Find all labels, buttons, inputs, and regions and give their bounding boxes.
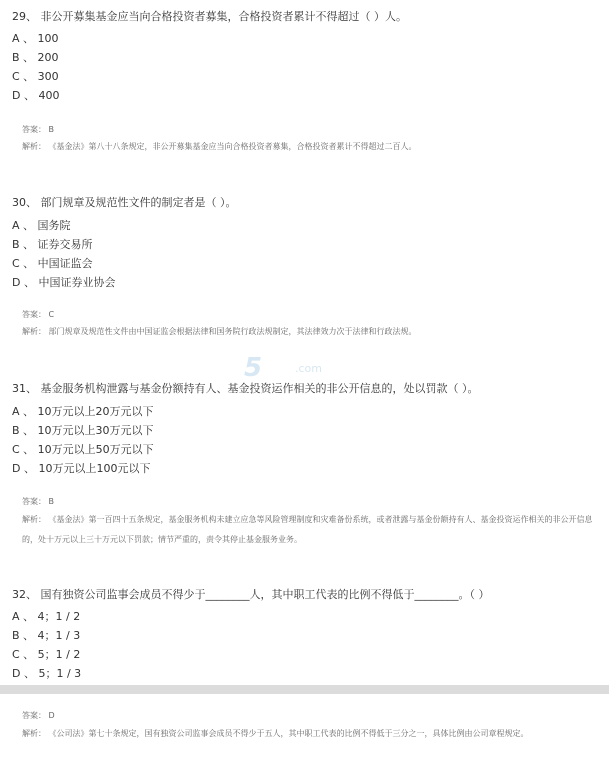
option-c[interactable]: C 、 5；1 / 2: [12, 648, 81, 661]
section-divider: [0, 685, 609, 694]
option-b[interactable]: B 、 10万元以上30万元以下: [12, 424, 154, 437]
explanation-text: 解析： 《基金法》第八十八条规定，非公开募集基金应当向合格投资者募集，合格投资者累计不得超过二百人。: [22, 142, 417, 151]
option-d[interactable]: D 、 中国证券业协会: [12, 276, 116, 289]
option-d[interactable]: D 、 400: [12, 89, 60, 102]
watermark-logo-domain: .com: [295, 362, 322, 375]
answer-text: 答案： B: [22, 125, 55, 134]
option-c[interactable]: C 、 300: [12, 70, 59, 83]
option-d[interactable]: D 、 10万元以上100元以下: [12, 462, 151, 475]
option-a[interactable]: A 、 4；1 / 2: [12, 610, 81, 623]
option-c[interactable]: C 、 10万元以上50万元以下: [12, 443, 154, 456]
explanation-text: 解析： 《基金法》第一百四十五条规定，基金服务机构未建立应急等风险管理制度和灾难备份系统，或者泄露与基金份额持有人、基金投资运作相关的非公开信息的，处十万元以上三十万元以下罚款；情节严重的，责令其停止基金服务业务。: [22, 515, 593, 544]
answer-text: 答案： C: [22, 310, 55, 319]
question-title: 30、 部门规章及规范性文件的制定者是（ ）。: [12, 196, 237, 209]
option-b[interactable]: B 、 证券交易所: [12, 238, 93, 251]
option-a[interactable]: A 、 国务院: [12, 219, 71, 232]
option-d[interactable]: D 、 5；1 / 3: [12, 667, 82, 680]
explanation-text: 解析： 《公司法》第七十条规定，国有独资公司监事会成员不得少于五人，其中职工代表的比例不得低于三分之一，具体比例由公司章程规定。: [22, 729, 529, 738]
option-c[interactable]: C 、 中国证监会: [12, 257, 93, 270]
answer-text: 答案： D: [22, 711, 55, 720]
question-title: 29、 非公开募集基金应当向合格投资者募集，合格投资者累计不得超过（ ）人。: [12, 10, 407, 23]
option-a[interactable]: A 、 10万元以上20万元以下: [12, 405, 154, 418]
option-a[interactable]: A 、 100: [12, 32, 59, 45]
option-b[interactable]: B 、 200: [12, 51, 59, 64]
answer-text: 答案： B: [22, 497, 55, 506]
question-title: 31、 基金服务机构泄露与基金份额持有人、基金投资运作相关的非公开信息的，处以罚款（ ）。: [12, 382, 479, 395]
watermark-logo: 5: [244, 353, 264, 383]
question-title: 32、 国有独资公司监事会成员不得少于________人，其中职工代表的比例不得低于________。（ ）: [12, 588, 490, 601]
explanation-text: 解析： 部门规章及规范性文件由中国证监会根据法律和国务院行政法规制定，其法律效力次于法律和行政法规。: [22, 327, 417, 336]
option-b[interactable]: B 、 4；1 / 3: [12, 629, 81, 642]
